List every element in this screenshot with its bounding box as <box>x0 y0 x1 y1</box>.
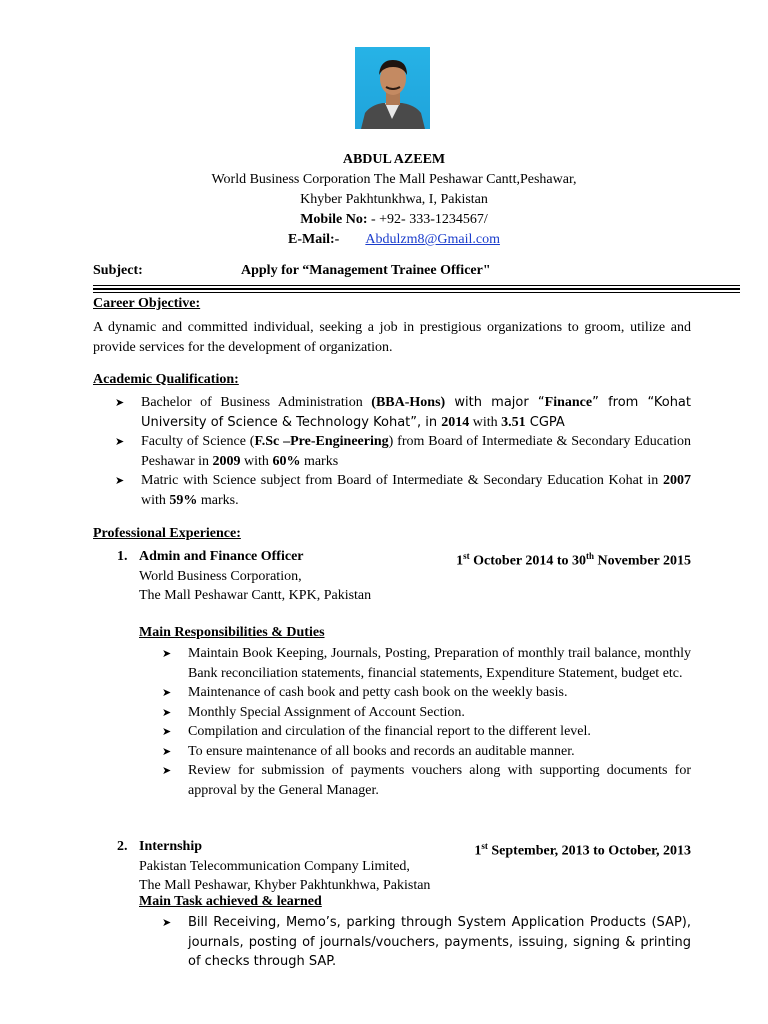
contact-header <box>0 150 768 250</box>
duties-list <box>162 644 691 800</box>
arrow-bullet-icon: ➤ <box>115 396 125 409</box>
email-line <box>0 230 768 250</box>
arrow-bullet-icon: ➤ <box>162 647 172 660</box>
job-title: Internship <box>139 839 203 854</box>
academic-heading: Academic Qualification: <box>93 372 239 387</box>
arrow-bullet-icon: ➤ <box>162 916 172 929</box>
job-organization: Pakistan Telecommunication Company Limited, <box>139 858 410 874</box>
list-item: ➤ Matric with Science subject from Board of Intermediate & Secondary Education Kohat in 2007 with 59% marks. <box>115 473 691 508</box>
list-item: ➤ Monthly Special Assignment of Account Section. <box>162 703 691 723</box>
experience-heading: Professional Experience: <box>93 526 241 541</box>
responsibilities-heading: Main Responsibilities & Duties <box>139 625 325 640</box>
arrow-bullet-icon: ➤ <box>162 686 172 699</box>
job-location: The Mall Peshawar Cantt, KPK, Pakistan <box>139 588 372 603</box>
arrow-bullet-icon: ➤ <box>162 705 172 719</box>
tasks-heading: Main Task achieved & learned <box>139 894 322 909</box>
job-number: 2. <box>117 839 128 854</box>
mobile-value: - +92- 333-1234567/ <box>370 212 488 227</box>
list-item: ➤ Compilation and circulation of the financial report to the different level. <box>162 722 691 742</box>
job-dates: 1st September, 2013 to October, 2013 <box>474 841 691 859</box>
job-location: The Mall Peshawar, Khyber Pakhtunkhwa, Pakistan <box>139 878 431 893</box>
divider-bottom <box>93 292 740 293</box>
list-item: ➤ Bachelor of Business Administration (BBA-Hons) with major “Finance” from “Kohat University of Science & Technology Kohat”, in 2014 with 3.51 CGPA <box>115 395 691 430</box>
arrow-bullet-icon: ➤ <box>162 764 172 777</box>
email-label: E-Mail:- <box>288 232 340 247</box>
list-item: ➤ Faculty of Science (F.Sc –Pre-Engineering) from Board of Intermediate & Secondary Education Peshawar in 2009 with 60% marks <box>115 434 691 469</box>
list-item: ➤ Bill Receiving, Memo’s, parking through System Application Products (SAP), journals, posting of journals/vouchers, payments, issuing, signing & printing of checks through SAP. <box>162 915 691 969</box>
job-entry-1 <box>117 547 691 607</box>
job-dates: 1st October 2014 to 30th November 2015 <box>456 551 691 569</box>
career-objective-text: A dynamic and committed individual, seeking a job in prestigious organizations to groom, utilize and provide services for the development of organization. <box>93 320 691 355</box>
address-line-1: World Business Corporation The Mall Peshawar Cantt,Peshawar, <box>211 172 577 187</box>
subject-label: Subject: <box>93 263 143 278</box>
subject-value: Apply for “Management Trainee Officer" <box>241 263 491 278</box>
person-portrait-icon <box>355 47 430 129</box>
job-number: 1. <box>117 549 128 564</box>
list-item: ➤ Maintenance of cash book and petty cash book on the weekly basis. <box>162 683 691 703</box>
email-link[interactable]: Abdulzm8@Gmail.com <box>365 232 500 247</box>
arrow-bullet-icon: ➤ <box>162 725 172 738</box>
mobile-label: Mobile No: <box>300 212 368 227</box>
career-objective-heading: Career Objective: <box>93 296 201 311</box>
list-item: ➤ Maintain Book Keeping, Journals, Posting, Preparation of monthly trail balance, monthly Bank reconciliation statements, financial statements, Expenditure Statement, budget etc. <box>162 646 691 681</box>
list-item: ➤ To ensure maintenance of all books and records an auditable manner. <box>162 742 691 762</box>
profile-photo <box>355 47 430 129</box>
address-line-2: Khyber Pakhtunkhwa, I, Pakistan <box>300 192 488 207</box>
mobile-line <box>0 210 768 230</box>
list-item: ➤ Review for submission of payments vouchers along with supporting documents for approval by the General Manager. <box>162 763 691 798</box>
divider-middle <box>93 288 740 290</box>
applicant-name: ABDUL AZEEM <box>342 152 446 167</box>
job-organization: World Business Corporation, <box>139 568 302 584</box>
subject-line <box>93 263 713 279</box>
job-entry-2 <box>117 837 691 897</box>
divider-top <box>93 285 740 286</box>
arrow-bullet-icon: ➤ <box>115 435 125 448</box>
tasks-list <box>162 913 691 972</box>
arrow-bullet-icon: ➤ <box>162 744 172 758</box>
job-title: Admin and Finance Officer <box>139 549 304 564</box>
arrow-bullet-icon: ➤ <box>115 474 125 487</box>
academic-list <box>115 393 691 510</box>
